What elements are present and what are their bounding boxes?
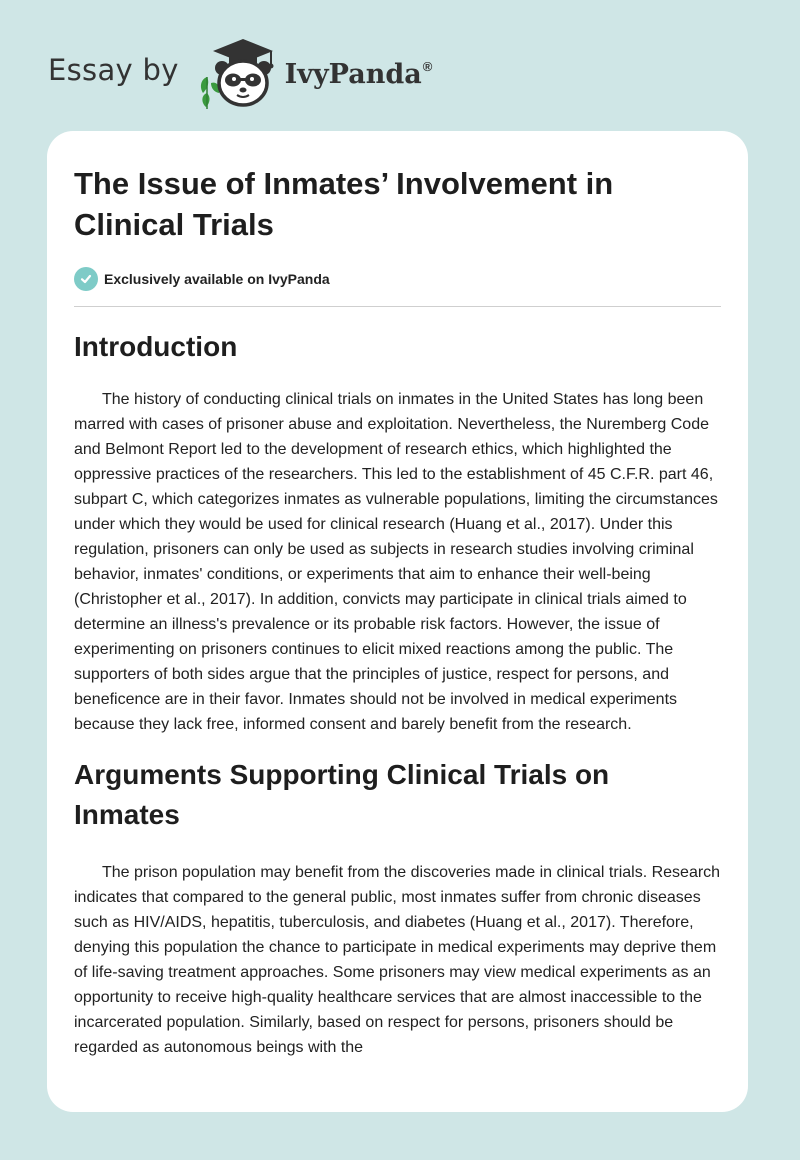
exclusive-badge [74,267,721,291]
section-heading-arguments: Arguments Supporting Clinical Trials on Inmates [74,759,610,830]
essay-card [47,131,748,1112]
section-paragraph-introduction: The history of conducting clinical trials on inmates in the United States has long been marred with cases of prisoner abuse and exploitation. Nevertheless, the Nuremberg Code and Belmont Report led to the development of research ethics, which highlighted the oppressive practices of the researchers. This led to the establishment of 45 C.F.R. part 46, subpart C, which categorizes inmates as vulnerable populations, limiting the circumstances under which they would be used for clinical research (Huang et al., 2017). Under this regulation, prisoners can only be used as subjects in research studies involving criminal behavior, inmates' conditions, or experiments that aim to enhance their well-being (Christopher et al., 2017). In addition, convicts may participate in clinical trials aimed to determine an illness's prevalence or its probable risk factors. However, the issue of experimenting on prisoners continues to elicit mixed reactions among the public. The supporters of both sides argue that the principles of justice, respect for persons, and beneficence are in their favor. Inmates should not be involved in medical experiments because they lack free, informed consent and barely benefit from the research. [74,391,718,733]
title-divider [74,306,721,307]
site-header [48,34,432,110]
brand-name[interactable] [285,59,433,90]
essay-content [47,131,748,1060]
trademark-symbol: ® [422,58,433,74]
section-heading-introduction: Introduction [74,331,238,362]
exclusive-badge-label: Exclusively available on IvyPanda [104,271,330,287]
section-paragraph-arguments: The prison population may benefit from the discoveries made in clinical trials. Research indicates that compared to the general public, most inmates suffer from chronic diseases such as HIV/AIDS, hepatitis, tuberculosis, and diabetes (Huang et al., 2017). Therefore, denying this population the chance to participate in medical experiments may deprive them of life-saving treatment approaches. Some prisoners may view medical experiments as an opportunity to receive high-quality healthcare services that are almost inaccessible to the incarcerated population. Similarly, based on respect for persons, prisoners should be regarded as autonomous beings with the [74,864,721,1056]
essay-title: The Issue of Inmates’ Involvement in Clinical Trials [74,166,614,242]
essay-by-label: Essay by [48,53,179,87]
panda-graduate-icon [193,35,279,109]
check-circle-icon [74,267,98,291]
brand-text: IvyPanda [284,58,422,90]
